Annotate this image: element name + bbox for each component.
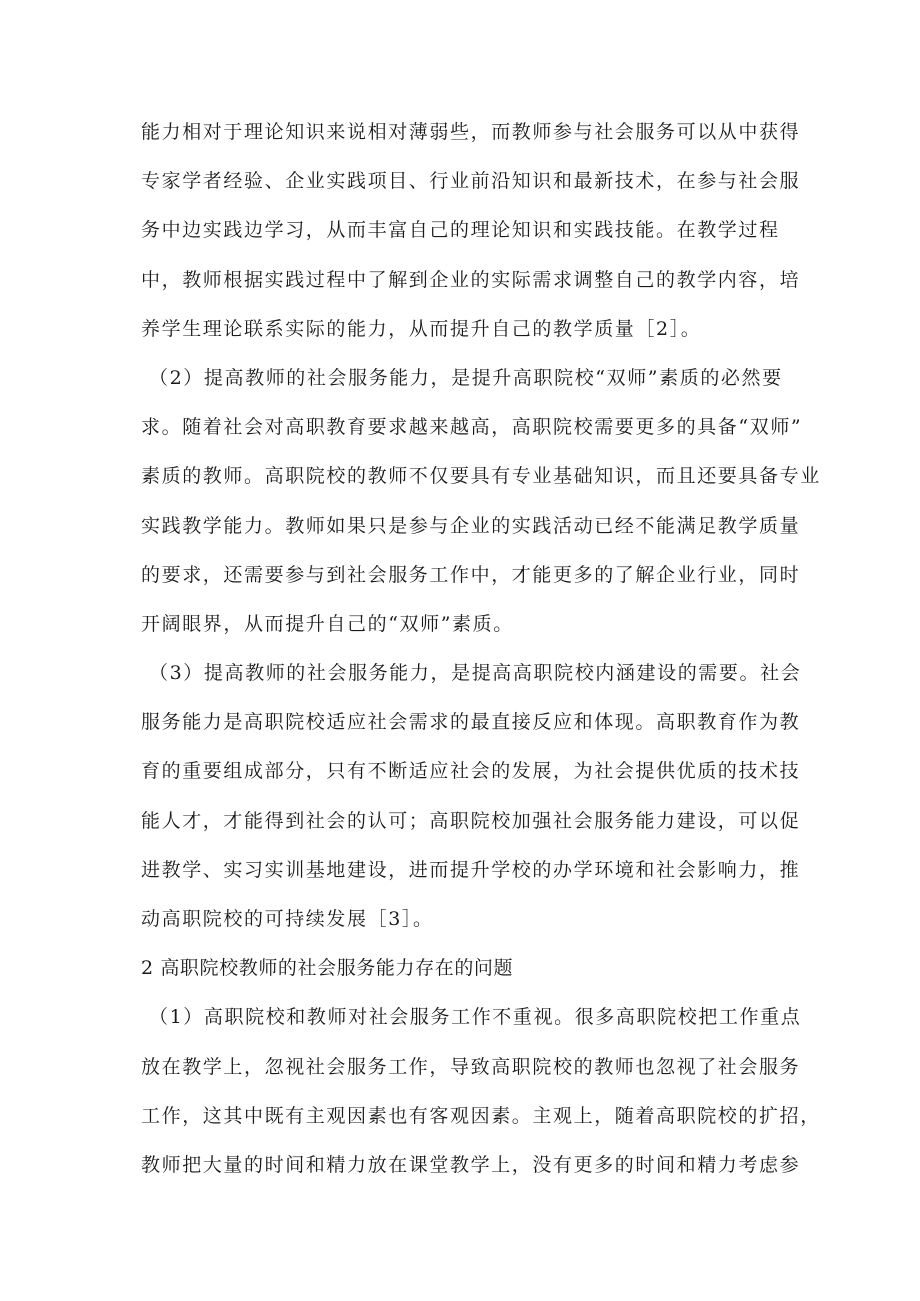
- text-line: 实践教学能力。教师如果只是参与企业的实践活动已经不能满足教学质量: [141, 514, 801, 537]
- text-line: 素质的教师。高职院校的教师不仅要具有专业基础知识，而且还要具备专业: [141, 465, 821, 488]
- text-line: 动高职院校的可持续发展［3］。: [141, 908, 434, 930]
- text-line: 放在教学上，忽视社会服务工作，导致高职院校的教师也忽视了社会服务: [141, 1055, 801, 1078]
- text-line: 服务能力是高职院校适应社会需求的最直接反应和体现。高职教育作为教: [141, 711, 801, 734]
- text-line: 中，教师根据实践过程中了解到企业的实际需求调整自己的教学内容，培: [141, 268, 801, 291]
- body-text: [141, 108, 821, 1190]
- paragraph-start-line: （2）提高教师的社会服务能力，是提升高职院校“双师”素质的必然要: [149, 366, 783, 389]
- text-line: 工作，这其中既有主观因素也有客观因素。主观上，随着高职院校的扩招，: [141, 1104, 821, 1127]
- text-line: 开阔眼界，从而提升自己的“双师”素质。: [141, 612, 514, 635]
- text-line: 进教学、实习实训基地建设，进而提升学校的办学环境和社会影响力，推: [141, 858, 801, 881]
- text-line: 专家学者经验、企业实践项目、行业前沿知识和最新技术，在参与社会服: [141, 170, 801, 193]
- text-line: 求。随着社会对高职教育要求越来越高，高职院校需要更多的具备“双师”: [141, 416, 803, 439]
- text-line: 能力相对于理论知识来说相对薄弱些，而教师参与社会服务可以从中获得: [141, 121, 801, 143]
- paragraph-start-line: （1）高职院校和教师对社会服务工作不重视。很多高职院校把工作重点: [149, 1006, 802, 1029]
- section-heading: 2 高职院校教师的社会服务能力存在的问题: [141, 957, 514, 980]
- text-line: 务中边实践边学习，从而丰富自己的理论知识和实践技能。在教学过程: [141, 219, 780, 242]
- text-line: 能人才，才能得到社会的认可；高职院校加强社会服务能力建设，可以促: [141, 809, 801, 832]
- text-line: 教师把大量的时间和精力放在课堂教学上，没有更多的时间和精力考虑参: [141, 1153, 801, 1176]
- text-line: 育的重要组成部分，只有不断适应社会的发展，为社会提供优质的技术技: [141, 760, 801, 783]
- text-line: 养学生理论联系实际的能力，从而提升自己的教学质量［2］。: [141, 317, 702, 340]
- paragraph-start-line: （3）提高教师的社会服务能力，是提高高职院校内涵建设的需要。社会: [149, 662, 802, 685]
- text-line: 的要求，还需要参与到社会服务工作中，才能更多的了解企业行业，同时: [141, 563, 801, 586]
